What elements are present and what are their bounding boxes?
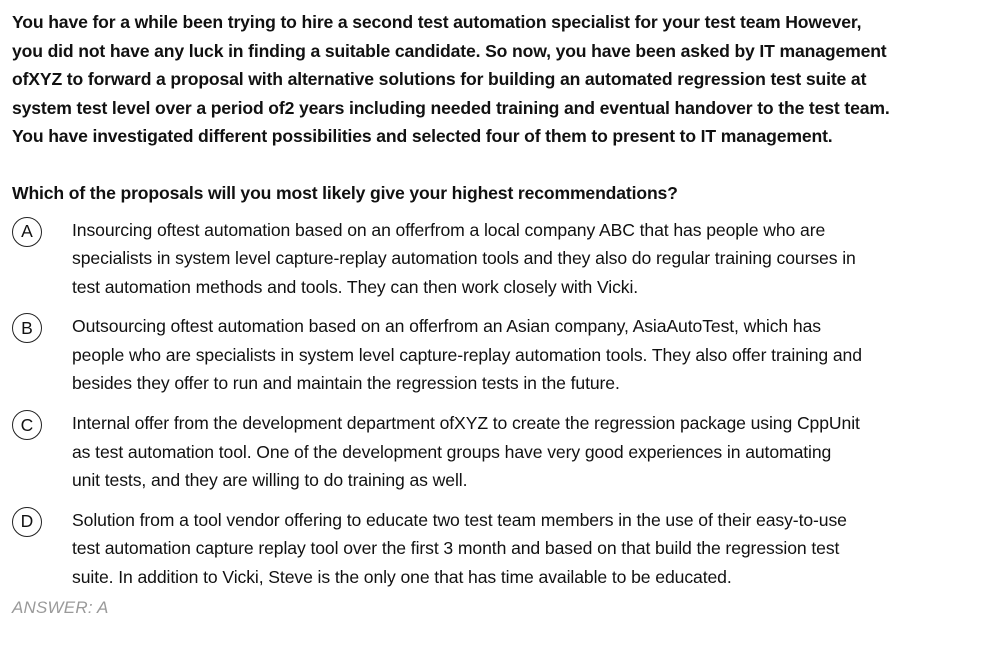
answer-options [12,216,997,592]
option-c-letter-circle[interactable]: C [12,410,42,440]
option-d-text: Solution from a tool vendor offering to educate two test team members in the use of their easy-to-use test automation capture replay tool over the first 3 month and based on that build the regression test suite. In addition to Vicki, Steve is the only one that has time available to be educated. [72,509,847,588]
scenario-text: You have for a while been trying to hire a second test automation specialist for your test team However, you did not have any luck in finding a suitable candidate. So now, you have been asked by IT management ofXYZ to forward a proposal with alternative solutions for building an automated regression test suite at system test level over a period of2 years including needed training and eventual handover to the test team. You have investigated different possibilities and selected four of them to present to IT management. [12,12,890,146]
option-d-letter-circle[interactable]: D [12,507,42,537]
option-a[interactable] [12,216,997,302]
question-page [12,8,997,620]
option-c-text: Internal offer from the development department ofXYZ to create the regression package using CppUnit as test automation tool. One of the development groups have very good experiences in automating unit tests, and they are willing to do training as well. [72,413,860,491]
option-c[interactable] [12,409,997,495]
option-a-text: Insourcing oftest automation based on an offerfrom a local company ABC that has people who are specialists in system level capture-replay automation tools and they also do regular training courses in test automation methods and tools. They can then work closely with Vicki. [72,219,856,297]
option-b-text: Outsourcing oftest automation based on an offerfrom an Asian company, AsiaAutoTest, which has people who are specialists in system level capture-replay automation tools. They also offer training and besides they offer to run and maintain the regression tests in the future. [72,316,862,394]
answer-text: ANSWER: A [12,597,109,617]
option-b[interactable] [12,312,997,398]
question-prompt: Which of the proposals will you most likely give your highest recommendations? [12,182,678,203]
option-b-letter-circle[interactable]: B [12,313,42,343]
option-a-letter-circle[interactable]: A [12,217,42,247]
option-d[interactable] [12,506,997,592]
